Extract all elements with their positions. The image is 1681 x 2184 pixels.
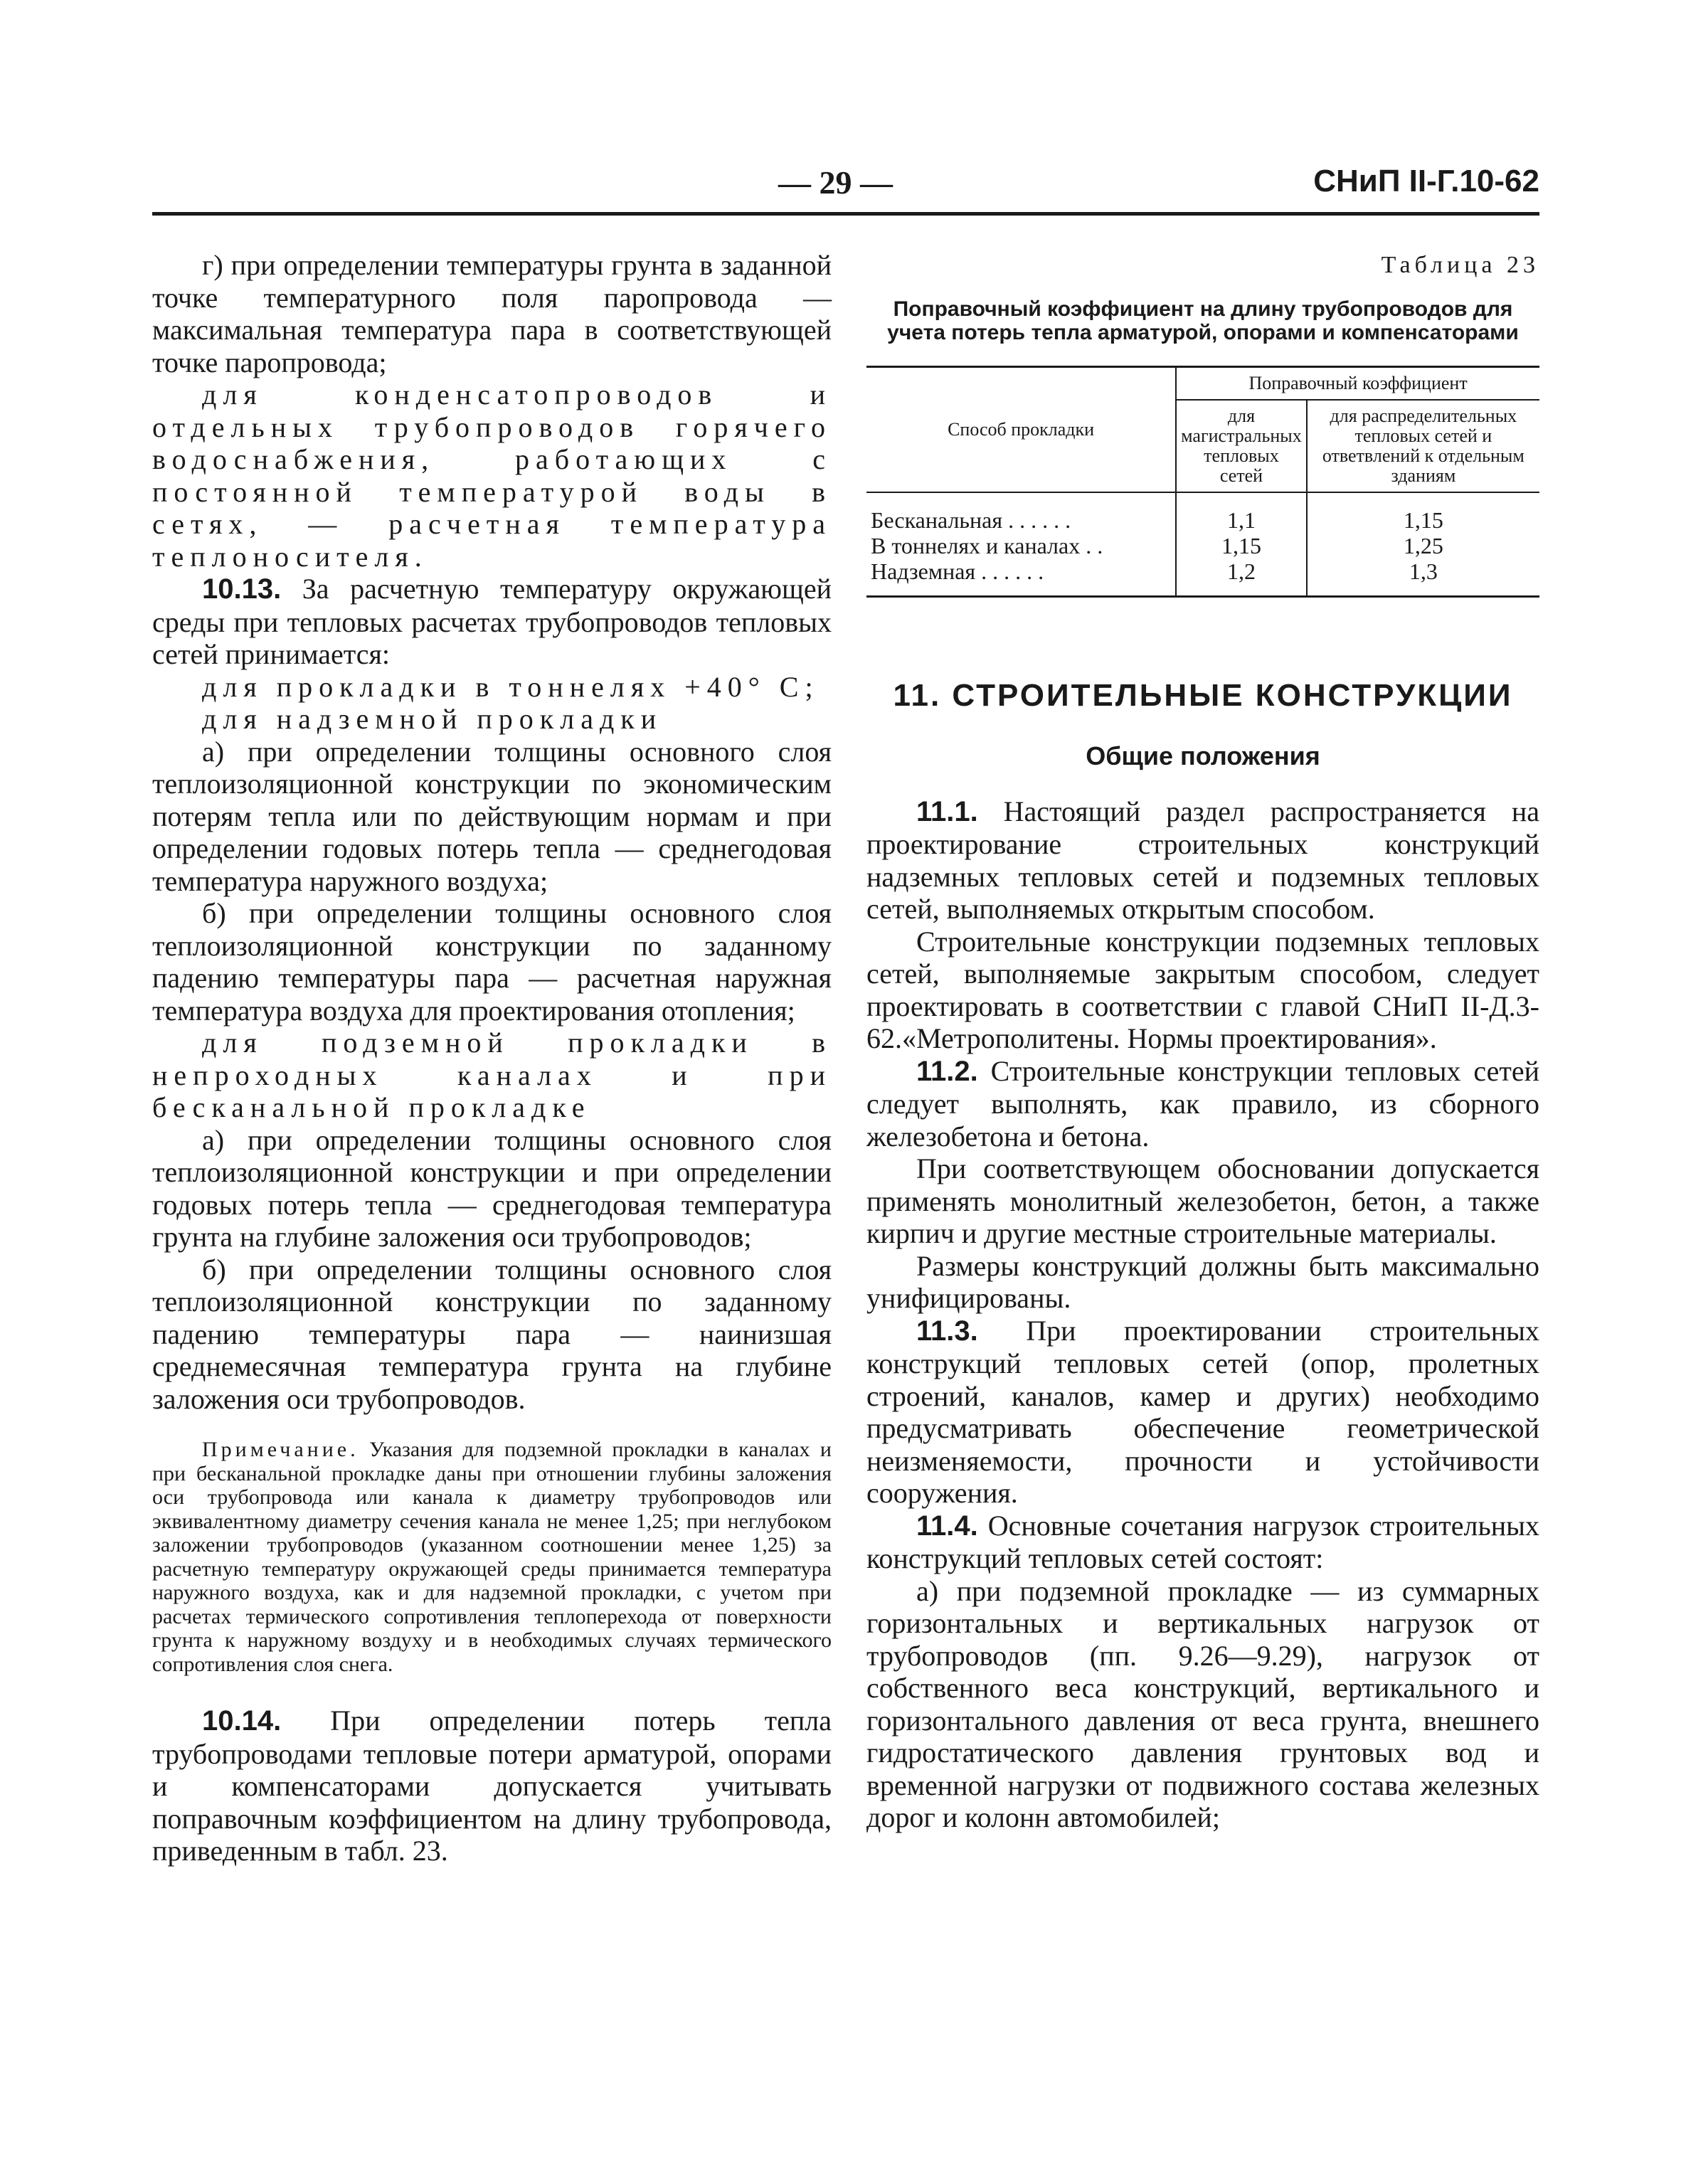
correction-table	[866, 366, 1539, 598]
clause-text: Строительные конструкции тепловых сетей следует выполнять, как правило, из сборного железобетона и бетона.	[866, 1054, 1539, 1152]
cell-method: Надземная . . . . . .	[866, 558, 1176, 597]
document-code: СНиП II-Г.10-62	[1313, 164, 1539, 198]
table-title: Поправочный коэффициент на длину трубопроводов для учета потерь тепла арматурой, опорами и компенсаторами	[887, 297, 1519, 344]
paragraph-10-13	[152, 573, 832, 671]
paragraph: Размеры конструкций должны быть максимально унифицированы.	[866, 1249, 1539, 1314]
section-title: 11. СТРОИТЕЛЬНЫЕ КОНСТРУКЦИИ	[893, 677, 1513, 713]
clause-number: 10.14.	[202, 1705, 282, 1737]
header-rule	[152, 212, 1539, 216]
page-header	[152, 164, 1539, 213]
paragraph: для надземной прокладки	[202, 703, 663, 735]
paragraph: б) при определении толщины основного слоя теплоизоляционной конструкции по заданному падению температуры пара — расчетная наружная температура воздуха для проектирования отопления;	[152, 897, 832, 1027]
column-header-main: для магистральных тепловых сетей	[1176, 400, 1307, 492]
paragraph: При соответствующем обосновании допускается применять монолитный железобетон, бетон, а также кирпич и другие местные строительные материалы.	[866, 1152, 1539, 1249]
clause-text: При проектировании строительных конструкций тепловых сетей (опор, пролетных строений, каналов, камер и других) необходимо предусматривать обеспечение геометрической неизменяемости, прочности и устойчивости сооружения.	[866, 1314, 1539, 1509]
paragraph-10-14	[152, 1705, 832, 1867]
paragraph: для подземной прокладки в непроходных каналах и при бесканальной прокладке	[152, 1027, 832, 1123]
table-row	[866, 558, 1539, 597]
clause-number: 10.13.	[202, 573, 282, 605]
column-header-dist: для распределительных тепловых сетей и ответвлений к отдельным зданиям	[1307, 400, 1539, 492]
page-number: — 29 —	[778, 164, 893, 201]
note	[152, 1438, 832, 1676]
left-column	[152, 249, 832, 1867]
clause-number: 11.1.	[916, 795, 978, 827]
cell-dist: 1,15	[1307, 492, 1539, 533]
column-header-group: Поправочный коэффициент	[1176, 366, 1539, 400]
column-header-method: Способ прокладки	[866, 366, 1176, 492]
cell-dist: 1,3	[1307, 558, 1539, 597]
paragraph-11-1	[866, 795, 1539, 926]
clause-text: За расчетную температуру окружающей среды при тепловых расчетах трубопроводов тепловых сетей принимается:	[152, 573, 832, 670]
paragraph: а) при определении толщины основного слоя теплоизоляционной конструкции и при определении годовых потерь тепла — среднегодовая температура грунта на глубине заложения оси трубопроводов;	[152, 1123, 832, 1253]
clause-number: 11.4.	[916, 1510, 978, 1542]
paragraph: а) при определении толщины основного слоя теплоизоляционной конструкции по экономическим потерям тепла или по действующим нормам и при определении годовых потерь тепла — среднегодовая температура наружного воздуха;	[152, 735, 832, 897]
clause-text: Настоящий раздел распространяется на проектирование строительных конструкций надземных тепловых сетей и подземных тепловых сетей, выполняемых открытым способом.	[866, 795, 1539, 925]
cell-method: В тоннелях и каналах . .	[871, 532, 1103, 558]
paragraph: для прокладки в тоннелях +40° С;	[202, 670, 820, 703]
table-label: Таблица 23	[1381, 252, 1539, 278]
subsection-title: Общие положения	[1086, 741, 1320, 770]
right-column	[866, 249, 1539, 1834]
note-text: Указания для подземной прокладки в каналах и при бесканальной прокладке даны при отношении глубины заложения оси трубопровода или канала к диаметру трубопроводов или эквивалентному диаметру сечения канала не менее 1,25; при неглубоком заложении трубопроводов (указанном соотношении менее 1,25) за расчетную температуру окружающей среды принимается температура наружного воздуха, как и для надземной прокладки, с учетом при расчетах термического сопротивления теплоперехода от поверхности грунта к наружному воздуху и в необходимых случаях термического сопротивления слоя снега.	[152, 1438, 832, 1676]
paragraph-11-4	[866, 1510, 1539, 1575]
paragraph: для конденсатопроводов и отдельных трубопроводов горячего водоснабжения, работающих с постоянной температурой воды в сетях, — расчетная температура теплоносителя.	[152, 378, 832, 573]
cell-main: 1,15	[1176, 533, 1307, 558]
clause-text: При определении потерь тепла трубопроводами тепловые потери арматурой, опорами и компенсаторами допускается учитывать поправочным коэффициентом на длину трубопровода, приведенным в табл. 23.	[152, 1705, 832, 1867]
paragraph-11-2	[866, 1055, 1539, 1153]
table-row	[866, 492, 1539, 533]
clause-number: 11.2.	[916, 1055, 978, 1087]
cell-method: Бесканальная . . . . . .	[871, 507, 1071, 533]
cell-main: 1,1	[1176, 492, 1307, 533]
cell-dist: 1,25	[1307, 533, 1539, 558]
clause-text: Основные сочетания нагрузок строительных конструкций тепловых сетей состоят:	[866, 1509, 1539, 1574]
cell-main: 1,2	[1176, 558, 1307, 597]
paragraph: г) при определении температуры грунта в заданной точке температурного поля паропровода — максимальная температура пара в соответствующей точке паропровода;	[152, 249, 832, 378]
paragraph: Строительные конструкции подземных тепловых сетей, выполняемые закрытым способом, следует проектировать в соответствии с главой СНиП II-Д.3-62.«Метрополитены. Нормы проектирования».	[866, 925, 1539, 1054]
clause-number: 11.3.	[916, 1315, 978, 1347]
paragraph-11-3	[866, 1315, 1539, 1510]
note-lead: Примечание.	[202, 1438, 359, 1461]
paragraph: б) при определении толщины основного слоя теплоизоляционной конструкции по заданному падению температуры пара — наинизшая среднемесячная температура грунта на глубине заложения оси трубопроводов.	[152, 1253, 832, 1415]
table-row	[866, 533, 1539, 558]
paragraph: а) при подземной прокладке — из суммарных горизонтальных и вертикальных нагрузок от трубопроводов (пп. 9.26—9.29), нагрузок от собственного веса конструкций, вертикального и горизонтального давления от веса грунта, внешнего гидростатического давления грунтовых вод и временной нагрузки от подвижного состава железных дорог и колонн автомобилей;	[866, 1574, 1539, 1833]
